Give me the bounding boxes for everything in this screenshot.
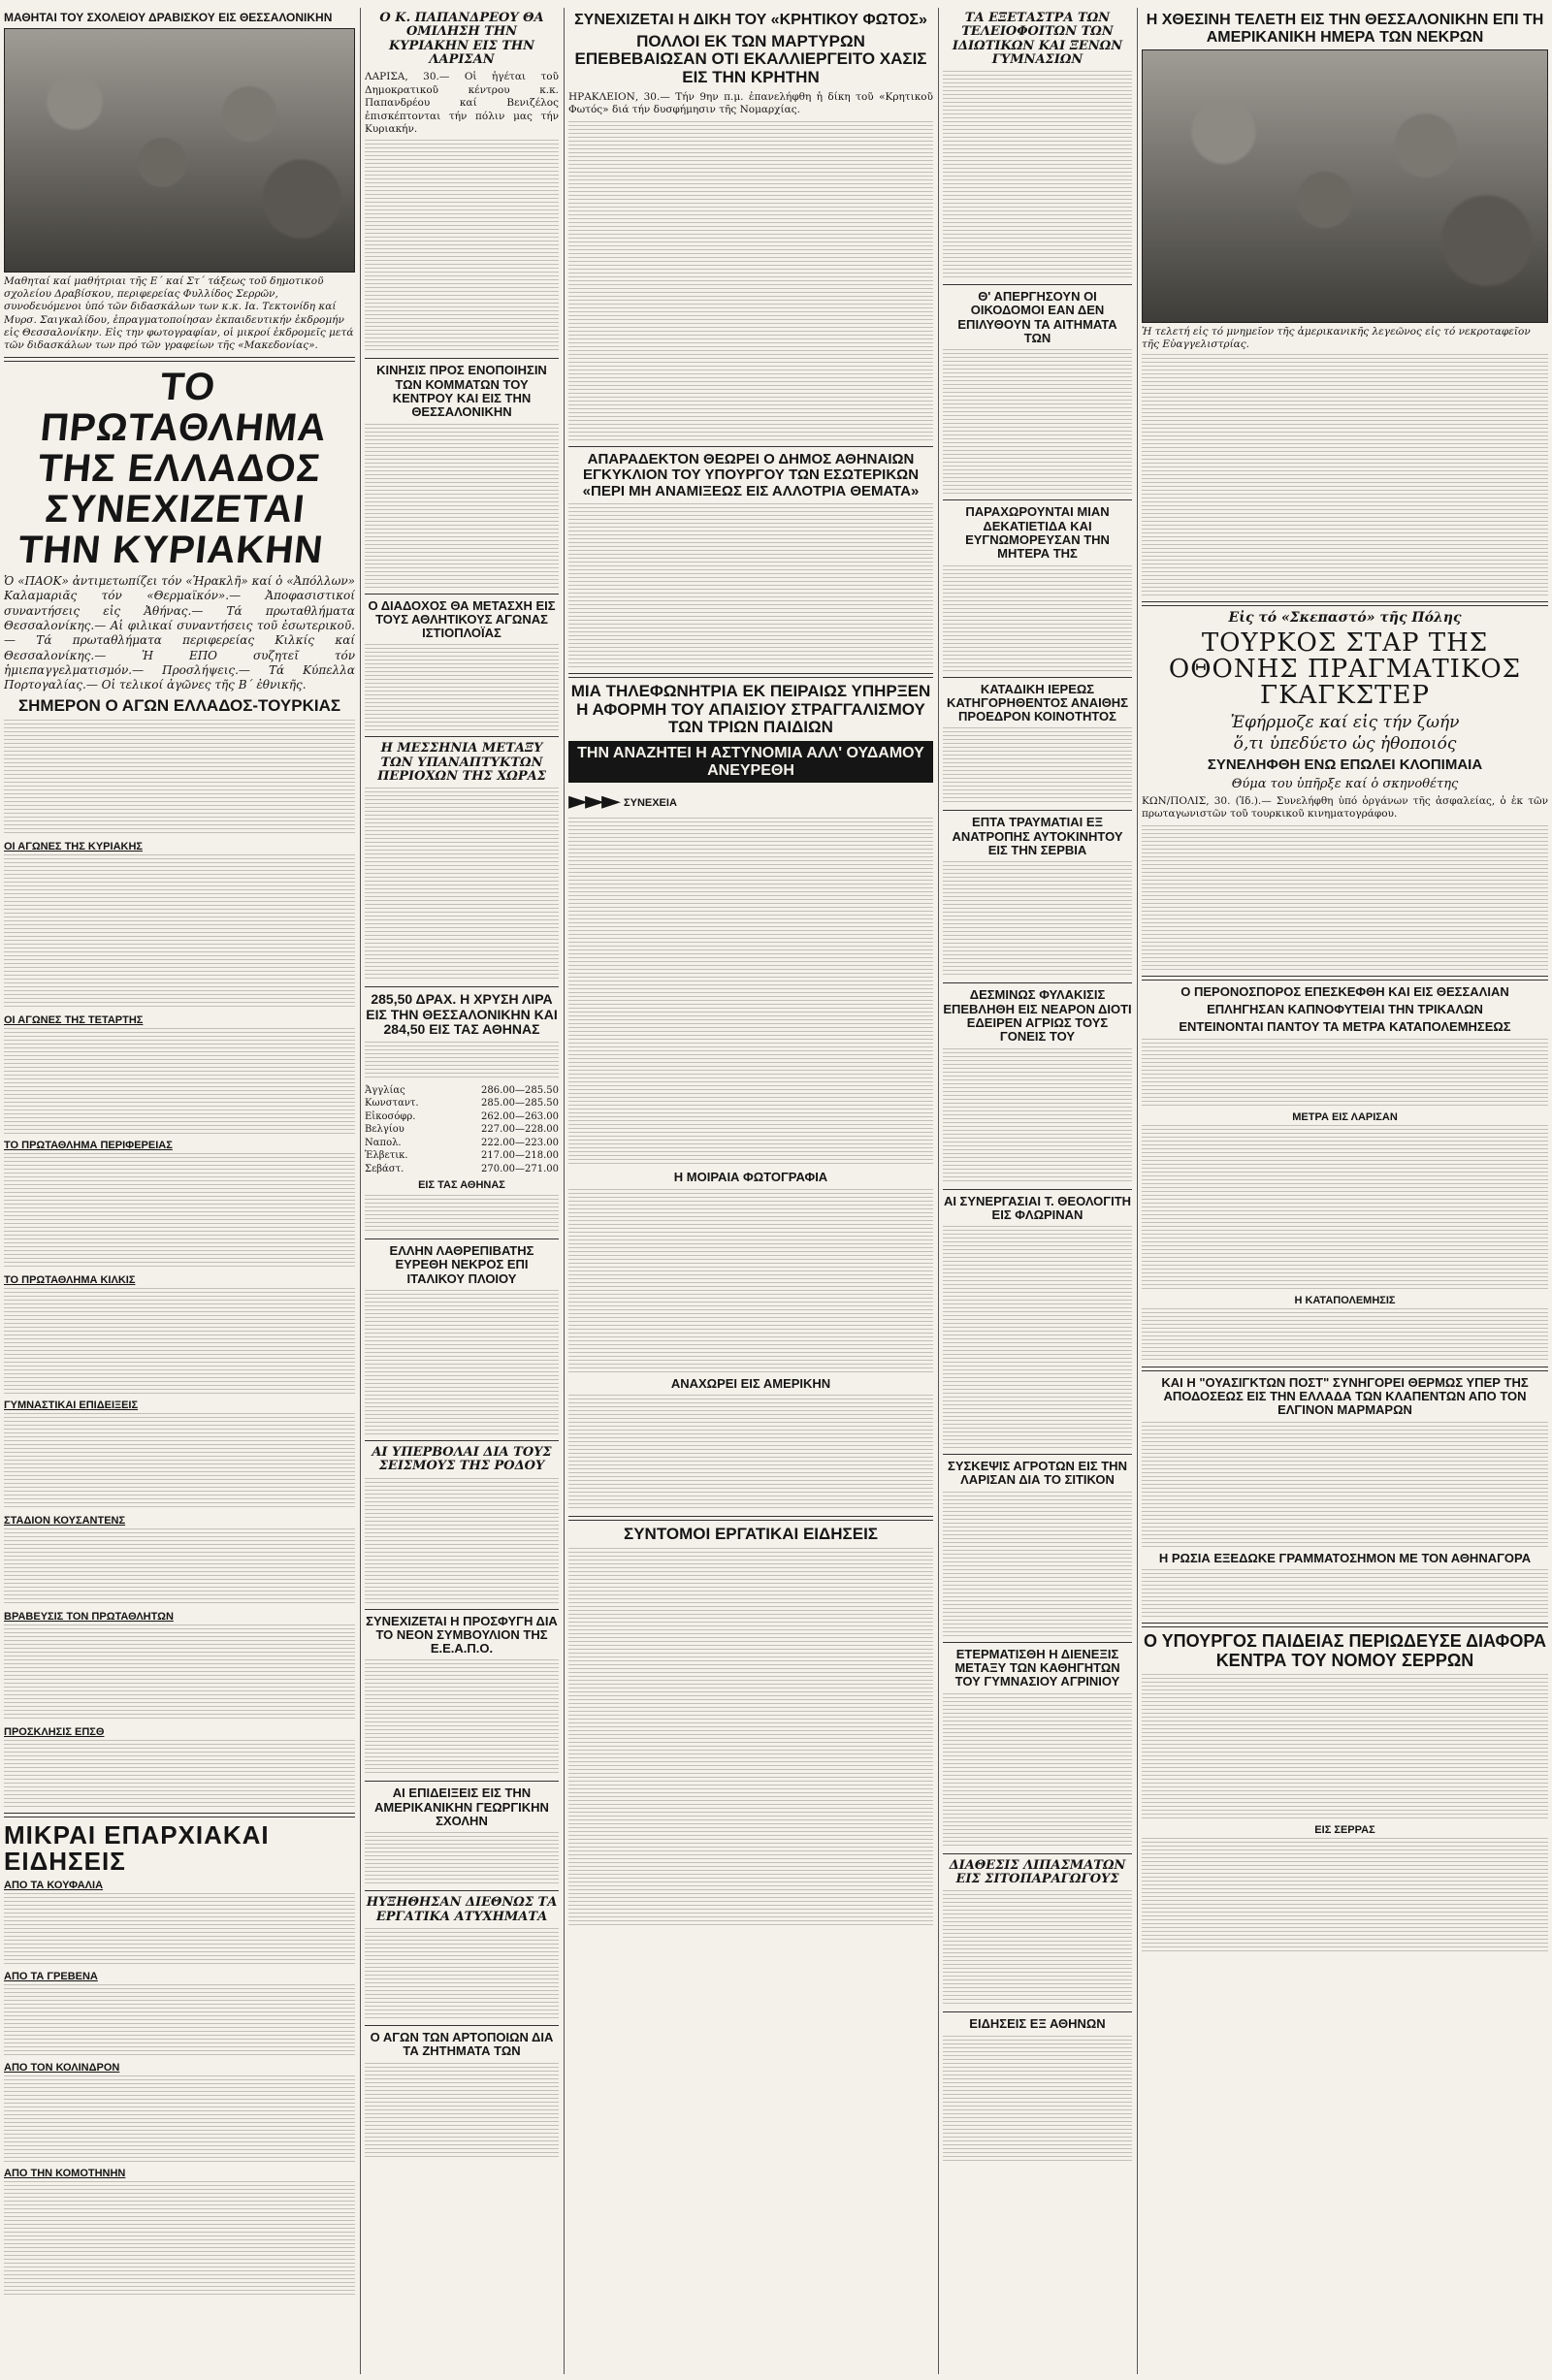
section-heading: ΒΡΑΒΕΥΣΙΣ ΤΟΝ ΠΡΩΤΑΘΛΗΤΩΝ (4, 1610, 174, 1623)
continuation-label: ΣΥΝΕΧΕΙΑ (624, 796, 677, 809)
headline: ΕΝΤΕΙΝΟΝΤΑΙ ΠΑΝΤΟΥ ΤΑ ΜΕΤΡΑ ΚΑΤΑΠΟΛΕΜΗΣΕΩΣ (1179, 1019, 1511, 1035)
gold-price-row (365, 1110, 559, 1124)
column-1 (4, 8, 355, 2374)
article-text (943, 71, 1132, 279)
article-text (943, 349, 1132, 495)
headline: ΕΙΔΗΣΕΙΣ ΕΞ ΑΘΗΝΩΝ (969, 2016, 1106, 2032)
coin-price: 285.00—285.50 (481, 1098, 559, 1110)
coin-name: Ἀγγλίας (365, 1084, 405, 1096)
headline: ΚΙΝΗΣΙΣ ΠΡΟΣ ΕΝΟΠΟΙΗΣΙΝ ΤΩΝ ΚΟΜΜΑΤΩΝ ΤΟΥ ΚΕΝΤΡΟΥ ΚΑΙ ΕΙΣ ΤΗΝ ΘΕΣΣΑΛΟΝΙΚΗΝ (376, 363, 547, 420)
headline: Ο Κ. ΠΑΠΑΝΔΡΕΟΥ ΘΑ ΟΜΙΛΗΣΗ ΤΗΝ ΚΥΡΙΑΚΗΝ ΕΙΣ ΤΗΝ ΛΑΡΙΣΑΝ (379, 11, 544, 67)
coin-name: Κωνσταντ. (365, 1098, 419, 1110)
article-lead: ΛΑΡΙΣΑ, 30.— Οἱ ἡγέται τοῦ Δημοκρατικοῦ κέντρου κ.κ. Παπανδρέου καί Βενιζέλος ἐπισκέπτονται τήν πόλιν μας τήν Κυριακήν. (365, 71, 559, 135)
article-text (943, 861, 1132, 978)
divider (4, 1813, 355, 1817)
section-heading: ΤΟ ΠΡΩΤΑΘΛΗΜΑ ΠΕΡΙΦΕΡΕΙΑΣ (4, 1139, 173, 1151)
section-heading: ΤΟ ΠΡΩΤΑΘΛΗΜΑ ΚΙΛΚΙΣ (4, 1273, 136, 1286)
section-heading: ΕΙΣ ΣΕΡΡΑΣ (1314, 1824, 1375, 1837)
article-text (365, 1478, 559, 1604)
article-text (4, 720, 355, 836)
divider (943, 982, 1132, 983)
headline: ΑΙ ΕΠΙΔΕΙΞΕΙΣ ΕΙΣ ΤΗΝ ΑΜΕΡΙΚΑΝΙΚΗΝ ΓΕΩΡΓΙΚΗΝ ΣΧΟΛΗΝ (374, 1785, 549, 1829)
gold-price-row (365, 1097, 559, 1110)
divider (943, 1642, 1132, 1643)
article-text (568, 1189, 933, 1373)
article-text (4, 2181, 355, 2298)
article-text (1142, 1422, 1548, 1548)
article-lead: ΗΡΑΚΛΕΙΟΝ, 30.— Τήν 9ην π.μ. ἐπανελήφθη ἡ δίκη τοῦ «Κρητικοῦ Φωτός» διά τήν δυσφήμησιν τῆς Νομαρχίας. (568, 90, 933, 116)
coin-price: 286.00—285.50 (481, 1084, 559, 1096)
headline: Ο ΠΕΡΟΝΟΣΠΟΡΟΣ ΕΠΕΣΚΕΦΘΗ ΚΑΙ ΕΙΣ ΘΕΣΣΑΛΙΑΝ (1180, 983, 1509, 999)
headline: Ο ΔΙΑΔΟΧΟΣ ΘΑ ΜΕΤΑΣΧΗ ΕΙΣ ΤΟΥΣ ΑΘΛΗΤΙΚΟΥΣ ΑΓΩΝΑΣ ΙΣΤΙΟΠΛΟΪΑΣ (368, 597, 556, 641)
article-text (4, 1528, 355, 1606)
coin-name: Εἰκοσόφρ. (365, 1110, 416, 1122)
article-text (4, 1893, 355, 1966)
section-heading: ΟΙ ΑΓΩΝΕΣ ΤΗΣ ΚΥΡΙΑΚΗΣ (4, 840, 143, 852)
coin-price: 270.00—271.00 (481, 1163, 559, 1174)
article-text (365, 1928, 559, 2020)
headline: ΕΤΕΡΜΑΤΙΣΘΗ Η ΔΙΕΝΕΞΙΣ ΜΕΤΑΞΥ ΤΩΝ ΚΑΘΗΓΗΤΩΝ ΤΟΥ ΓΥΜΝΑΣΙΟΥ ΑΓΡΙΝΙΟΥ (954, 1646, 1120, 1689)
article-text (1142, 1569, 1548, 1618)
headline: ΠΑΡΑΧΩΡΟΥΝΤΑΙ ΜΙΑΝ ΔΕΚΑΤΙΕΤΙΔΑ ΚΑΙ ΕΥΓΝΩΜΟΡΕΥΣΑΝ ΤΗΝ ΜΗΤΕΡΑ ΤΗΣ (965, 504, 1110, 562)
column-2 (365, 8, 559, 2374)
subheadline: ὅ,τι ὑπεδύετο ὡς ἠθοποιός (1233, 734, 1457, 755)
gold-price-row (365, 1149, 559, 1163)
coin-price: 227.00—228.00 (481, 1124, 559, 1136)
article-text (568, 818, 933, 1167)
article-text (568, 1548, 933, 1926)
article-text (4, 1288, 355, 1395)
column-rule (938, 8, 939, 2374)
headline: ΑΙ ΥΠΕΡΒΟΛΑΙ ΔΙΑ ΤΟΥΣ ΣΕΙΣΜΟΥΣ ΤΗΣ ΡΟΔΟΥ (372, 1445, 552, 1474)
headline: Ο ΥΠΟΥΡΓΟΣ ΠΑΙΔΕΙΑΣ ΠΕΡΙΩΔΕΥΣΕ ΔΙΑΦΟΡΑ ΚΕΝΤΡΑ ΤΟΥ ΝΟΜΟΥ ΣΕΡΡΩΝ (1144, 1630, 1546, 1670)
divider (365, 1609, 559, 1610)
gold-price-row (365, 1123, 559, 1137)
article-text (568, 1395, 933, 1511)
article-text (1142, 354, 1548, 596)
headline: ΚΑΤΑΔΙΚΗ ΙΕΡΕΩΣ ΚΑΤΗΓΟΡΗΘΕΝΤΟΣ ΑΝΑΙΘΗΣ ΠΡΟΕΔΡΟΝ ΚΟΙΝΟΤΗΤΟΣ (946, 681, 1128, 724)
headline: ΕΠΤΑ ΤΡΑΥΜΑΤΙΑΙ ΕΞ ΑΝΑΤΡΟΠΗΣ ΑΥΤΟΚΙΝΗΤΟΥ ΕΙΣ ΤΗΝ ΣΕΡΒΙΑ (952, 815, 1123, 858)
headline: Η ΜΕΣΣΗΝΙΑ ΜΕΤΑΞΥ ΤΩΝ ΥΠΑΝΑΠΤΥΚΤΩΝ ΠΕΡΙΟΧΩΝ ΤΗΣ ΧΩΡΑΣ (377, 741, 546, 785)
coin-price: 222.00—223.00 (481, 1137, 559, 1148)
headline: ΠΟΛΛΟΙ ΕΚ ΤΩΝ ΜΑΡΤΥΡΩΝ ΕΠΕΒΕΒΑΙΩΣΑΝ ΟΤΙ ΕΚΑΛΛΙΕΡΓΕΙΤΟ ΧΑΣΙΣ ΕΙΣ ΤΗΝ ΚΡΗΤΗΝ (574, 31, 927, 86)
divider (943, 499, 1132, 500)
column-3 (568, 8, 933, 2374)
article-lead: ΚΩΝ/ΠΟΛΙΣ, 30. (Ἰδ.).— Συνελήφθη ὑπό ὀργάνων τῆς ἀσφαλείας, ὁ ἐκ τῶν πρωταγωνιστῶν τοῦ τουρκικοῦ κινηματογράφου. (1142, 794, 1548, 820)
article-text (943, 2036, 1132, 2162)
article-text (365, 644, 559, 731)
article-text (1142, 1838, 1548, 1954)
headline: ΜΙΑ ΤΗΛΕΦΩΝΗΤΡΙΑ ΕΚ ΠΕΙΡΑΙΩΣ ΥΠΗΡΞΕΝ Η ΑΦΟΡΜΗ ΤΟΥ ΑΠΑΙΣΙΟΥ ΣΤΡΑΓΓΑΛΙΣΜΟΥ ΤΩΝ ΤΡΙΩΝ ΠΑΙΔΙΩΝ (570, 682, 931, 737)
section-heading: Η ΚΑΤΑΠΟΛΕΜΗΣΙΣ (1294, 1294, 1396, 1306)
article-text (943, 1226, 1132, 1449)
article-text (4, 1624, 355, 1721)
column-rule (1137, 8, 1138, 2374)
coin-name: Ναπολ. (365, 1137, 402, 1148)
divider (568, 673, 933, 678)
ceremony-photo (1142, 49, 1548, 323)
divider (943, 1853, 1132, 1854)
labor-news-headline: ΣΥΝΤΟΜΟΙ ΕΡΓΑΤΙΚΑΙ ΕΙΔΗΣΕΙΣ (624, 1524, 878, 1543)
divider (943, 284, 1132, 285)
article-text (568, 121, 933, 441)
divider (943, 1454, 1132, 1455)
headline: ΣΥΝΕΧΙΖΕΤΑΙ Η ΔΙΚΗ ΤΟΥ «ΚΡΗΤΙΚΟΥ ΦΩΤΟΣ» (574, 12, 927, 28)
divider (943, 677, 1132, 678)
coin-name: Σεβάστ. (365, 1163, 404, 1174)
coin-name: Ἑλβετικ. (365, 1150, 408, 1162)
column-rule (360, 8, 361, 2374)
article-text (4, 2075, 355, 2163)
divider (568, 446, 933, 447)
greece-turkey-headline: ΣΗΜΕΡΟΝ Ο ΑΓΩΝ ΕΛΛΑΔΟΣ-ΤΟΥΡΚΙΑΣ (17, 695, 341, 715)
article-text (1142, 1674, 1548, 1819)
article-text (1142, 1125, 1548, 1290)
article-text (365, 140, 559, 353)
section-heading: ΑΠΟ ΤΟΝ ΚΟΛΙΝΔΡΟΝ (4, 2062, 120, 2074)
article-text (4, 1984, 355, 2057)
section-heading: ΑΠΟ ΤΑ ΚΟΥΦΑΛΙΑ (4, 1880, 104, 1892)
article-text (943, 1693, 1132, 1849)
article-text (4, 1413, 355, 1510)
divider (568, 1516, 933, 1521)
divider (943, 1189, 1132, 1190)
article-text (365, 1290, 559, 1435)
article-text (943, 1492, 1132, 1637)
divider (943, 2011, 1132, 2012)
subheadline: ΣΥΝΕΛΗΦΘΗ ΕΝΩ ΕΠΩΛΕΙ ΚΛΟΠΙΜΑΙΑ (1207, 756, 1483, 774)
article-text (943, 727, 1132, 805)
headline: ΗΥΞΗΘΗΣΑΝ ΔΙΕΘΝΩΣ ΤΑ ΕΡΓΑΤΙΚΑ ΑΤΥΧΗΜΑΤΑ (366, 1895, 558, 1924)
coin-price: 262.00—263.00 (481, 1110, 559, 1122)
article-text (943, 565, 1132, 672)
headline: Η ΜΟΙΡΑΙΑ ΦΩΤΟΓΡΑΦΙΑ (673, 1170, 828, 1185)
subheadline: Ἐφήρμοζε καί εἰς τήν ζωήν (1230, 712, 1460, 732)
photo-caption: Μαθηταί καί μαθήτριαι τῆς Ε΄ καί Στ΄ τάξεως τοῦ δημοτικοῦ σχολείου Δραβίσκου, περιφερείας Φυλλίδος Σερρῶν, συνοδευόμενοι ὑπό τῶν διδασκάλων των κ.κ. Ια. Τεκτονίδη καί Μυρσ. Σαιγκαλίδου, ἐπραγματοποίησαν ἐκπαιδευτικήν ἐκδρομήν εἰς Θεσσαλονίκην. Εἰς την φωτογραφίαν, οἱ μικροί ἐκδρομεῖς μετά τῶν διδασκάλων των πρό τῶν γραφείων τῆς «Μακεδονίας». (4, 275, 354, 351)
article-text (943, 1048, 1132, 1184)
headline: ΤΗΝ ΑΝΑΖΗΤΕΙ Η ΑΣΤΥΝΟΜΙΑ ΑΛΛ' ΟΥΔΑΜΟΥ ΑΝΕΥΡΕΘΗ (568, 741, 933, 783)
article-text (1142, 825, 1548, 971)
headline: Η ΡΩΣΙΑ ΕΞΕΔΩΚΕ ΓΡΑΜΜΑΤΟΣΗΜΟΝ ΜΕ ΤΟΝ ΑΘΗΝΑΓΟΡΑ (1158, 1550, 1532, 1565)
article-text (4, 1028, 355, 1135)
photo-caption: Ἡ τελετή εἰς τό μνημεῖον τῆς ἀμερικανικῆς λεγεῶνος εἰς τό νεκροταφεῖον τῆς Εὐαγγελιστρίας. (1142, 326, 1531, 351)
headline: ΔΕΣΜΙΝΩΣ ΦΥΛΑΚΙΣΙΣ ΕΠΕΒΛΗΘΗ ΕΙΣ ΝΕΑΡΟΝ ΔΙΟΤΙ ΕΔΕΙΡΕΝ ΑΓΡΙΩΣ ΤΟΥΣ ΓΟΝΕΙΣ ΤΟΥ (943, 987, 1132, 1045)
section-heading: ΠΡΟΣΚΛΗΣΙΣ ΕΠΣΘ (4, 1725, 105, 1738)
headline: ΑΙ ΣΥΝΕΡΓΑΣΙΑΙ Τ. ΘΕΟΛΟΓΙΤΗ ΕΙΣ ΦΛΩΡΙΝΑΝ (943, 1193, 1132, 1222)
column-4 (943, 8, 1132, 2374)
section-heading: ΑΠΟ ΤΗΝ ΚΟΜΟΤΗΝΗΝ (4, 2168, 126, 2180)
sports-lead: Ὁ «ΠΑΟΚ» ἀντιμετωπίζει τόν «Ἡρακλῆ» καί ὁ «Ἀπόλλων» Καλαμαριᾶς τόν «Θερμαϊκόν».— Ἀποφασιστικοί συναντήσεις εἰς Ἀθήνας.— Τά πρωταθλήματα Θεσσαλονίκης.— Αἱ φιλικαί συναντήσεις τοῦ ἐσωτερικοῦ.— Τά πρωταθλήματα περιφερείας Κιλκίς καί Θεσσαλονίκης.— Ἡ ΕΠΟ συζητεῖ τόν ἡμιεπαγγελματισμόν.— Προσλήψεις.— Τά Κύπελλα Πορτογαλίας.— Οἱ τελικοί ἀγῶνες τῆς Β΄ ἐθνικῆς. (4, 573, 355, 692)
article-text (365, 2063, 559, 2160)
gold-price-row (365, 1137, 559, 1150)
article-text (568, 503, 933, 668)
article-text (1142, 1039, 1548, 1107)
headline: ΣΥΝΕΧΙΖΕΤΑΙ Η ΠΡΟΣΦΥΓΗ ΔΙΑ ΤΟ ΝΕΟΝ ΣΥΜΒΟΥΛΙΟΝ ΤΗΣ Ε.Ε.Α.Π.Ο. (366, 1613, 558, 1656)
divider (365, 1238, 559, 1239)
column-5 (1142, 8, 1548, 2374)
coin-name: Βελγίου (365, 1124, 404, 1136)
divider (365, 736, 559, 737)
divider (365, 1781, 559, 1782)
divider (1142, 1623, 1548, 1627)
headline: Θ' ΑΠΕΡΓΗΣΟΥΝ ΟΙ ΟΙΚΟΔΟΜΟΙ ΕΑΝ ΔΕΝ ΕΠΙΛΥΘΟΥΝ ΤΑ ΑΙΤΗΜΑΤΑ ΤΩΝ (957, 289, 1117, 346)
divider (1142, 976, 1548, 981)
section-heading: ΓΥΜΝΑΣΤΙΚΑΙ ΕΠΙΔΕΙΞΕΙΣ (4, 1399, 139, 1411)
headline: ΔΙΑΘΕΣΙΣ ΛΙΠΑΣΜΑΤΩΝ ΕΙΣ ΣΙΤΟΠΑΡΑΓΩΓΟΥΣ (949, 1857, 1126, 1886)
article-text (4, 854, 355, 1010)
gold-price-headline: 285,50 ΔΡΑΧ. Η ΧΡΥΣΗ ΛΙΡΑ ΕΙΣ ΤΗΝ ΘΕΣΣΑΛΟΝΙΚΗΝ ΚΑΙ 284,50 ΕΙΣ ΤΑΣ ΑΘΗΝΑΣ (366, 991, 558, 1038)
headline: ΑΠΑΡΑΔΕΚΤΟΝ ΘΕΩΡΕΙ Ο ΔΗΜΟΣ ΑΘΗΝΑΙΩΝ ΕΓΚΥΚΛΙΟΝ ΤΟΥ ΥΠΟΥΡΓΟΥ ΤΩΝ ΕΣΩΤΕΡΙΚΩΝ «ΠΕΡΙ ΜΗ ΑΝΑΜΙΞΕΩΣ ΕΙΣ ΑΛΛΟΤΡΙΑ ΘΕΜΑΤΑ» (582, 450, 920, 499)
coin-price: 217.00—218.00 (481, 1150, 559, 1162)
divider (365, 1440, 559, 1441)
divider (4, 357, 355, 362)
arrows-icon: ►►► (568, 787, 618, 817)
section-heading: ΜΕΤΡΑ ΕΙΣ ΛΑΡΙΣΑΝ (1292, 1110, 1398, 1123)
turkish-star-headline: ΤΟΥΡΚΟΣ ΣΤΑΡ ΤΗΣ ΟΘΟΝΗΣ ΠΡΑΓΜΑΤΙΚΟΣ ΓΚΑΓΚΣΤΕΡ (1168, 627, 1522, 711)
article-text (365, 1042, 559, 1080)
gold-price-row (365, 1084, 559, 1098)
column-rule (564, 8, 565, 2374)
section-heading: ΟΙ ΑΓΩΝΕΣ ΤΗΣ ΤΕΤΑΡΤΗΣ (4, 1013, 144, 1026)
headline: ΣΥΣΚΕΨΙΣ ΑΓΡΟΤΩΝ ΕΙΣ ΤΗΝ ΛΑΡΙΣΑΝ ΔΙΑ ΤΟ ΣΙΤΙΚΟΝ (948, 1459, 1127, 1488)
article-text (4, 1153, 355, 1270)
article-text (365, 788, 559, 981)
headline: ΚΑΙ Η "ΟΥΑΣΙΓΚΤΩΝ ΠΟΣΤ" ΣΥΝΗΓΟΡΕΙ ΘΕΡΜΩΣ ΥΠΕΡ ΤΗΣ ΑΠΟΔΟΣΕΩΣ ΕΙΣ ΤΗΝ ΕΛΛΑΔΑ ΤΩΝ ΚΛΑΠΕΝΤΩΝ ΑΠΟ ΤΟΝ ΕΛΓΙΝΟΝ ΜΑΡΜΑΡΩΝ (1161, 1374, 1529, 1418)
headline: Ο ΑΓΩΝ ΤΩΝ ΑΡΤΟΠΟΙΩΝ ΔΙΑ ΤΑ ΖΗΤΗΜΑΤΑ ΤΩΝ (370, 2029, 554, 2059)
divider (365, 1890, 559, 1891)
headline: ΕΛΛΗΝ ΛΑΘΡΕΠΙΒΑΤΗΣ ΕΥΡΕΘΗ ΝΕΚΡΟΣ ΕΠΙ ΙΤΑΛΙΚΟΥ ΠΛΟΙΟΥ (389, 1243, 534, 1286)
article-text (365, 1659, 559, 1776)
divider (1142, 601, 1548, 606)
students-photo (4, 28, 355, 273)
gold-price-row (365, 1163, 559, 1176)
article-text (943, 1890, 1132, 2007)
ceremony-headline: Η ΧΘΕΣΙΝΗ ΤΕΛΕΤΗ ΕΙΣ ΤΗΝ ΘΕΣΣΑΛΟΝΙΚΗΝ ΕΠΙ ΤΗ ΑΜΕΡΙΚΑΝΙΚΗ ΗΜΕΡΑ ΤΩΝ ΝΕΚΡΩΝ (1146, 12, 1544, 46)
table-note: ΕΙΣ ΤΑΣ ΑΘΗΝΑΣ (418, 1179, 505, 1192)
article-text (365, 1195, 559, 1234)
headline: ΑΝΑΧΩΡΕΙ ΕΙΣ ΑΜΕΡΙΚΗΝ (670, 1375, 831, 1391)
article-text (1142, 1308, 1548, 1362)
divider (1142, 1367, 1548, 1371)
continuation-row (568, 787, 933, 816)
section-heading: ΑΠΟ ΤΑ ΓΡΕΒΕΝΑ (4, 1971, 98, 1983)
section-heading: ΣΤΑΔΙΟΝ ΚΟΥΣΑΝΤΕΝΣ (4, 1514, 126, 1527)
divider (943, 810, 1132, 811)
provincial-news-headline: ΜΙΚΡΑΙ ΕΠΑΡΧΙΑΚΑΙ ΕΙΔΗΣΕΙΣ (4, 1819, 270, 1876)
headline: ΤΑ ΕΞΕΤΑΣΤΡΑ ΤΩΝ ΤΕΛΕΙΟΦΟΙΤΩΝ ΤΩΝ ΙΔΙΩΤΙΚΩΝ ΚΑΙ ΞΕΝΩΝ ΓΥΜΝΑΣΙΩΝ (952, 11, 1123, 67)
divider (365, 2025, 559, 2026)
main-sports-headline: ΤΟ ΠΡΩΤΑΘΛΗΜΑ ΤΗΣ ΕΛΛΑΔΟΣ ΣΥΝΕΧΙΖΕΤΑΙ ΤΗΝ ΚΥΡΙΑΚΗΝ (16, 365, 330, 571)
divider (365, 986, 559, 987)
headline: ΕΠΛΗΓΗΣΑΝ ΚΑΠΝΟΦΥΤΕΙΑΙ ΤΗΝ ΤΡΙΚΑΛΩΝ (1207, 1002, 1483, 1017)
subheadline: Θύμα του ὑπῆρξε καί ὁ σκηνοθέτης (1231, 776, 1459, 791)
article-text (365, 1832, 559, 1885)
article-text (365, 424, 559, 589)
gold-price-table (365, 1084, 559, 1176)
divider (365, 358, 559, 359)
kicker: Εἰς τό «Σκεπαστό» τῆς Πόλης (1228, 610, 1462, 627)
photo-headline: ΜΑΘΗΤΑΙ ΤΟΥ ΣΧΟΛΕΙΟΥ ΔΡΑΒΙΣΚΟΥ ΕΙΣ ΘΕΣΣΑΛΟΝΙΚΗΝ (4, 11, 333, 24)
article-text (4, 1740, 355, 1808)
divider (365, 594, 559, 595)
